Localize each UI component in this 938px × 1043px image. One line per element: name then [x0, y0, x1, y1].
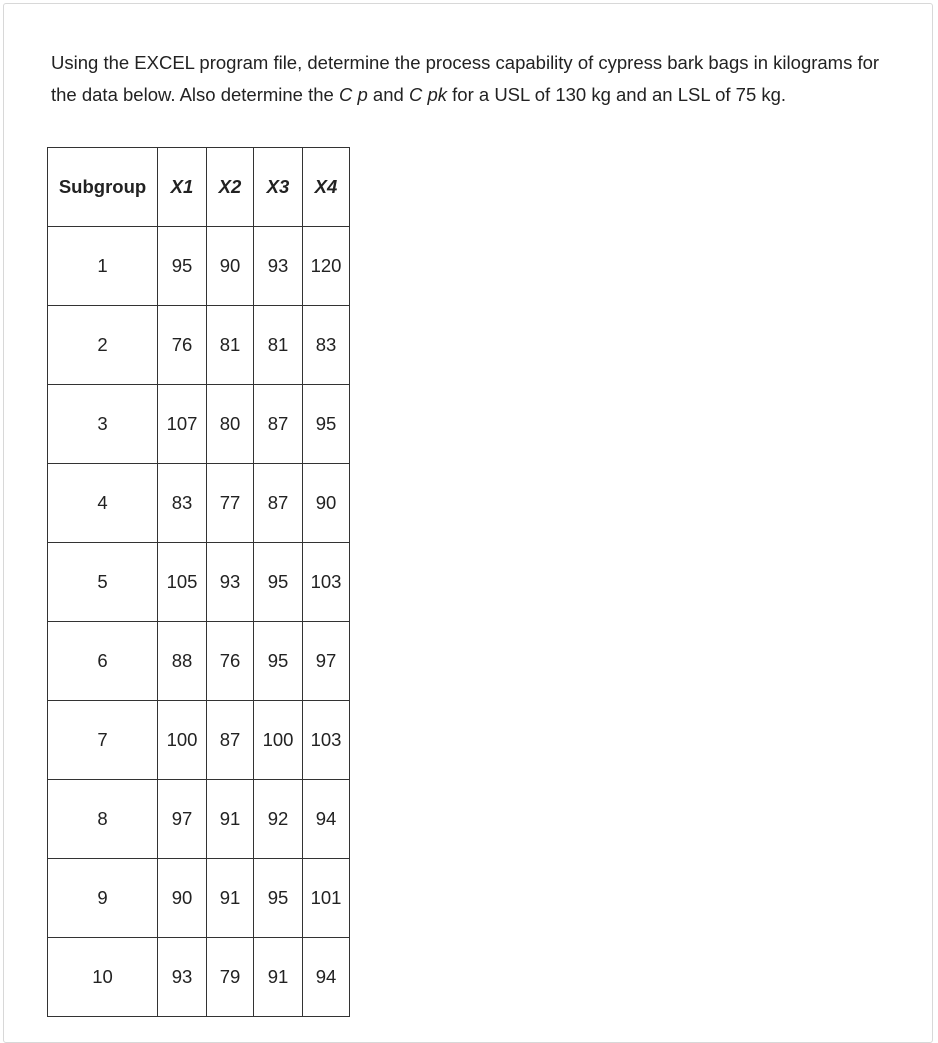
- question-text: [51, 47, 891, 110]
- cell-x1: 90: [158, 859, 207, 938]
- question-and: and: [367, 83, 409, 105]
- cell-x2: 91: [207, 859, 254, 938]
- cell-subgroup: 2: [48, 306, 158, 385]
- cell-x1: 107: [158, 385, 207, 464]
- table-row: [48, 938, 350, 1017]
- cell-x4: 90: [303, 464, 350, 543]
- cell-subgroup: 4: [48, 464, 158, 543]
- cell-x1: 95: [158, 227, 207, 306]
- table-row: [48, 622, 350, 701]
- cell-x4: 103: [303, 701, 350, 780]
- cell-x2: 76: [207, 622, 254, 701]
- cell-x1: 93: [158, 938, 207, 1017]
- cell-x4: 97: [303, 622, 350, 701]
- cp-symbol-p: p: [357, 83, 368, 105]
- table-row: [48, 701, 350, 780]
- question-part1: Using the EXCEL program file, determine the process capability of cypress bark bags in kilograms for the data below. Also determine the: [51, 52, 880, 105]
- cell-x4: 95: [303, 385, 350, 464]
- table-row: [48, 385, 350, 464]
- cell-x3: 95: [254, 859, 303, 938]
- cell-x1: 105: [158, 543, 207, 622]
- cell-subgroup: 9: [48, 859, 158, 938]
- header-subgroup: Subgroup: [48, 148, 158, 227]
- cell-x4: 83: [303, 306, 350, 385]
- cell-x3: 95: [254, 622, 303, 701]
- cell-x4: 103: [303, 543, 350, 622]
- table-row: [48, 227, 350, 306]
- cell-x2: 93: [207, 543, 254, 622]
- cell-x1: 83: [158, 464, 207, 543]
- cell-x1: 76: [158, 306, 207, 385]
- cell-x4: 120: [303, 227, 350, 306]
- cell-x2: 91: [207, 780, 254, 859]
- cell-x3: 100: [254, 701, 303, 780]
- cell-x2: 79: [207, 938, 254, 1017]
- cell-x1: 88: [158, 622, 207, 701]
- cell-x2: 77: [207, 464, 254, 543]
- cpk-symbol-pk: pk: [427, 83, 448, 105]
- cell-x3: 91: [254, 938, 303, 1017]
- cell-x3: 87: [254, 385, 303, 464]
- cell-subgroup: 5: [48, 543, 158, 622]
- cell-subgroup: 10: [48, 938, 158, 1017]
- cell-x1: 97: [158, 780, 207, 859]
- cp-symbol-c: C: [338, 83, 353, 105]
- header-x4: X4: [303, 148, 350, 227]
- cell-x4: 101: [303, 859, 350, 938]
- cell-x2: 90: [207, 227, 254, 306]
- cell-x1: 100: [158, 701, 207, 780]
- cell-x3: 95: [254, 543, 303, 622]
- cell-x3: 81: [254, 306, 303, 385]
- subgroup-data-table: [47, 147, 350, 1017]
- cell-x3: 93: [254, 227, 303, 306]
- header-x3: X3: [254, 148, 303, 227]
- cell-subgroup: 8: [48, 780, 158, 859]
- table-header-row: [48, 148, 350, 227]
- cpk-symbol-c: C: [408, 83, 423, 105]
- cell-subgroup: 7: [48, 701, 158, 780]
- cell-x2: 81: [207, 306, 254, 385]
- header-x1: X1: [158, 148, 207, 227]
- header-x2: X2: [207, 148, 254, 227]
- question-part2: for a USL of 130 kg and an LSL of 75 kg.: [447, 83, 787, 105]
- cell-x4: 94: [303, 780, 350, 859]
- table-row: [48, 859, 350, 938]
- cell-x3: 87: [254, 464, 303, 543]
- table-row: [48, 464, 350, 543]
- table-row: [48, 780, 350, 859]
- cell-x2: 80: [207, 385, 254, 464]
- table-row: [48, 543, 350, 622]
- cell-subgroup: 3: [48, 385, 158, 464]
- cell-x2: 87: [207, 701, 254, 780]
- cell-x3: 92: [254, 780, 303, 859]
- table-row: [48, 306, 350, 385]
- cell-x4: 94: [303, 938, 350, 1017]
- cell-subgroup: 1: [48, 227, 158, 306]
- cell-subgroup: 6: [48, 622, 158, 701]
